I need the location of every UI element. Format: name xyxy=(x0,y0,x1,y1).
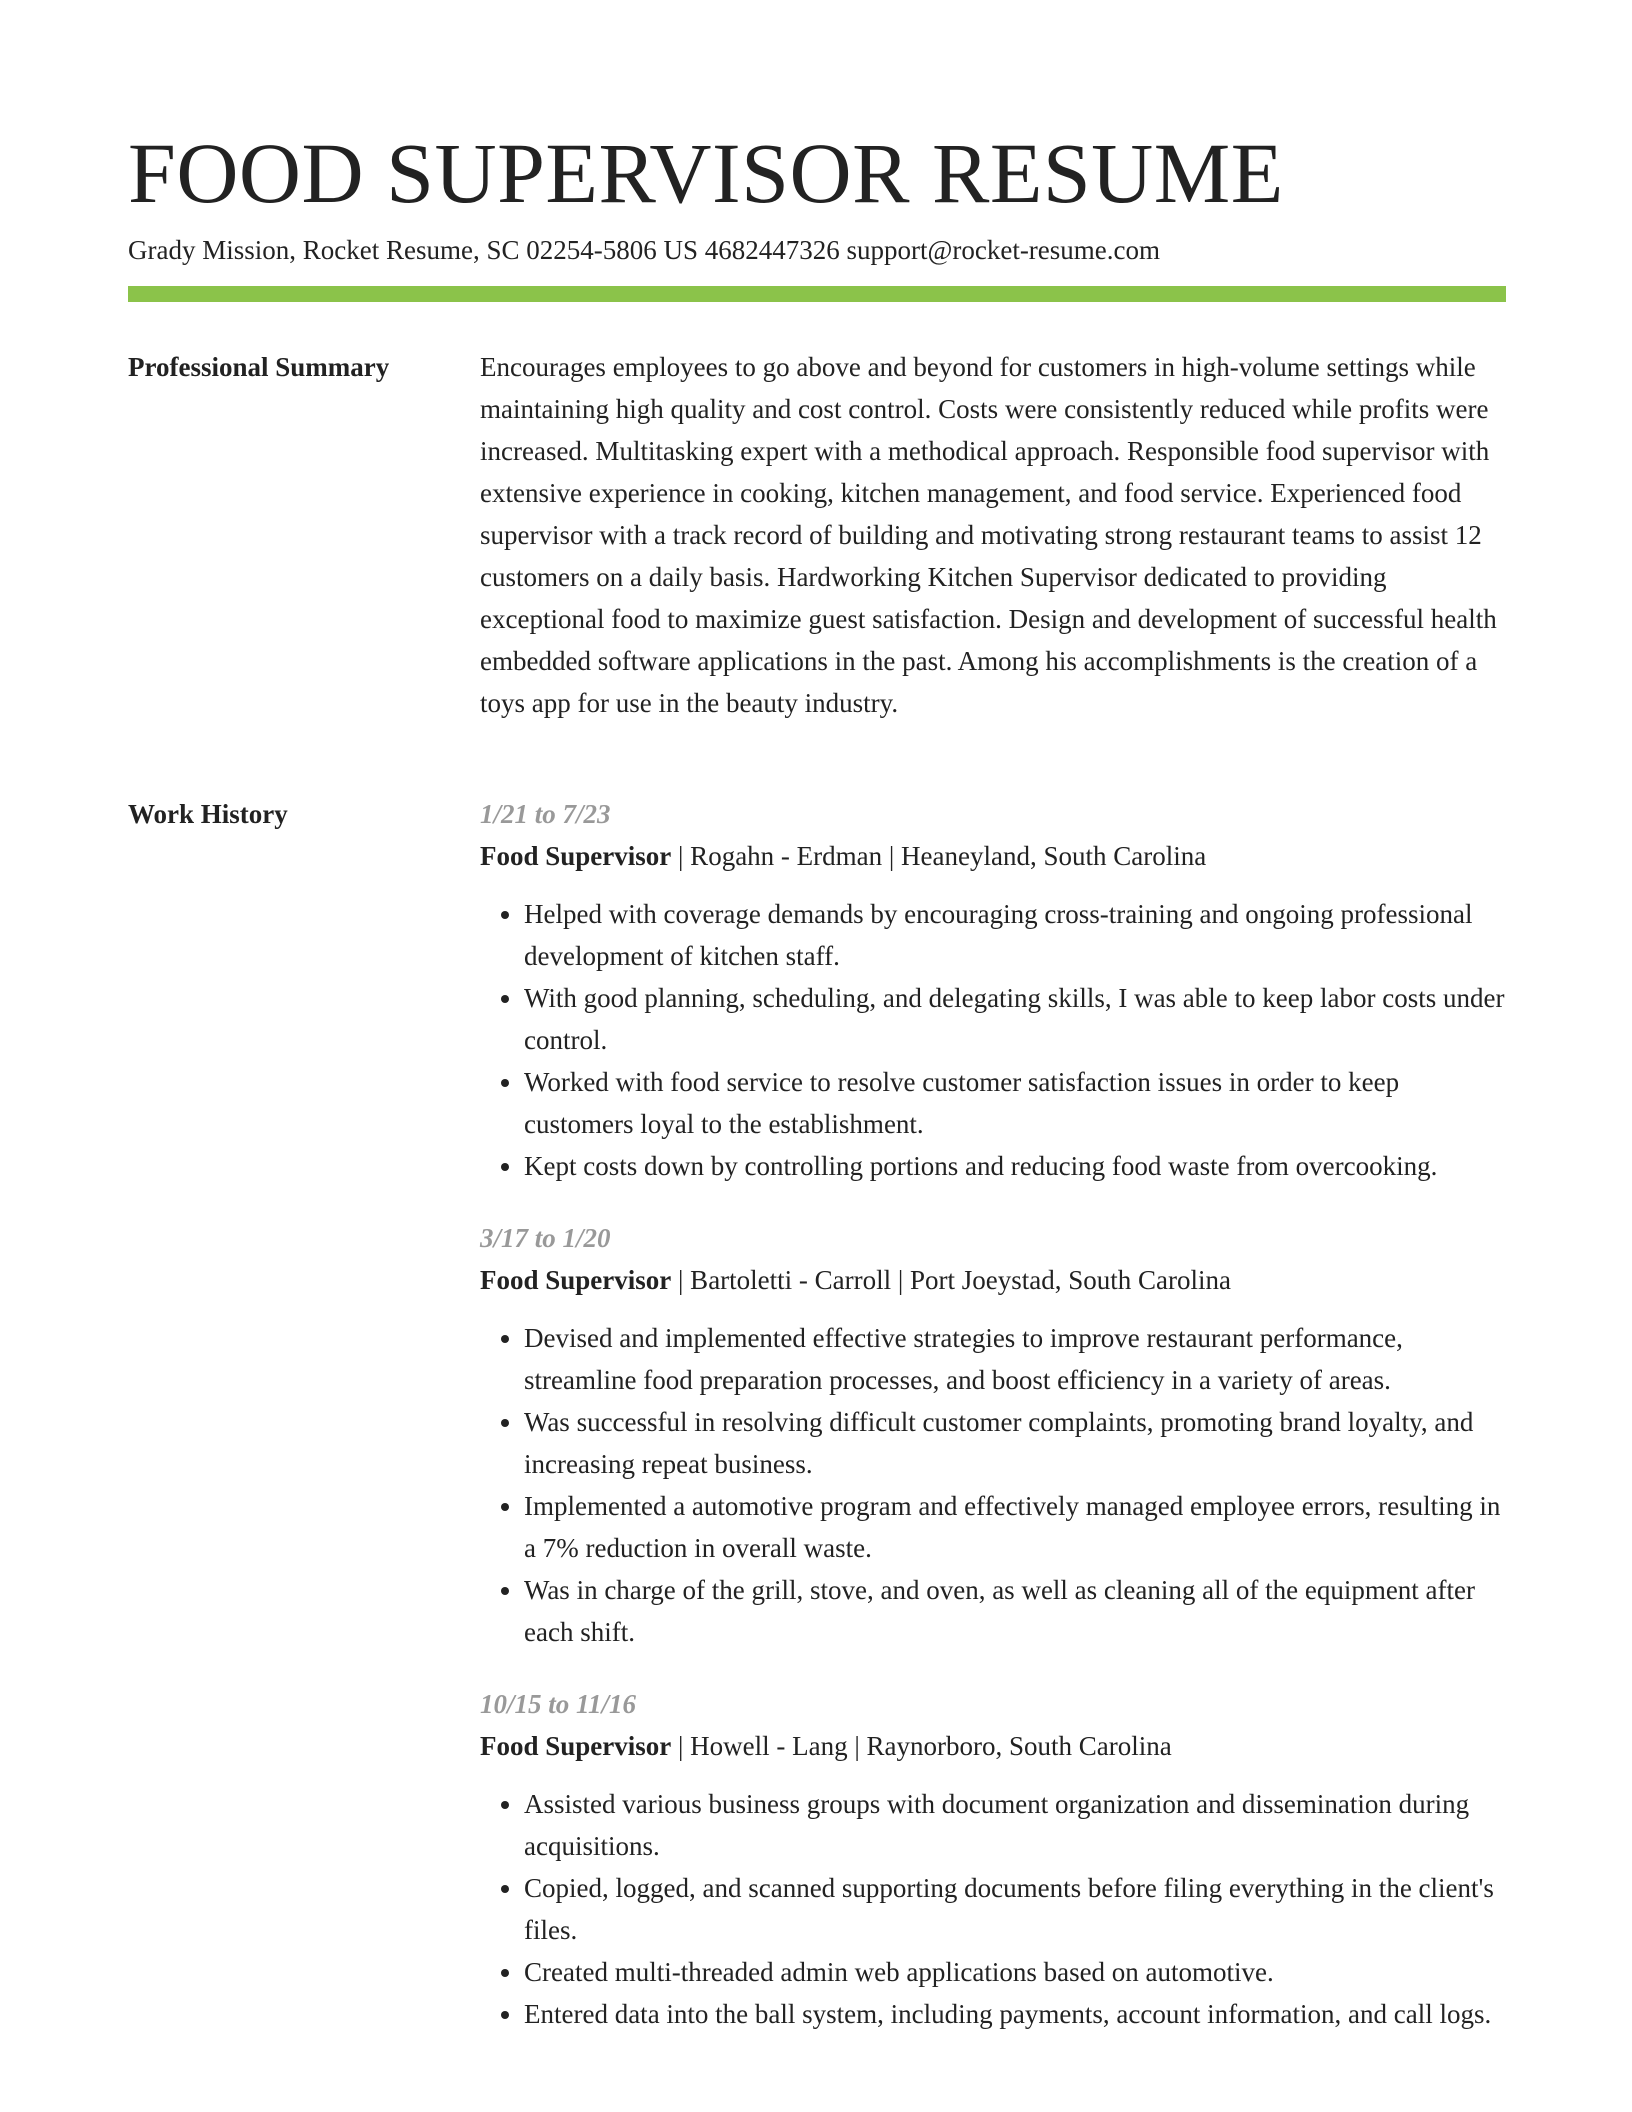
job-bullet: • Assisted various business groups with document organization and dissemination during acquisitions. xyxy=(524,1783,1506,1867)
job-heading xyxy=(480,835,1506,877)
job-details: | Bartoletti - Carroll | Port Joeystad, South Carolina xyxy=(671,1265,1232,1295)
job-dates: 1/21 to 7/23 xyxy=(480,799,611,829)
job-dates: 3/17 to 1/20 xyxy=(480,1223,611,1253)
job-bullet: • Was in charge of the grill, stove, and oven, as well as cleaning all of the equipment after each shift. xyxy=(524,1569,1506,1653)
job-entry xyxy=(480,793,1506,1187)
job-bullet: • Devised and implemented effective strategies to improve restaurant performance, streamline food preparation processes, and boost efficiency in a variety of areas. xyxy=(524,1317,1506,1401)
job-entry xyxy=(480,1683,1506,2035)
job-bullet: • Entered data into the ball system, including payments, account information, and call logs. xyxy=(524,1993,1506,2035)
summary-text: Encourages employees to go above and beyond for customers in high-volume settings while maintaining high quality and cost control. Costs were consistently reduced while profits were increased. Multitasking expert with a methodical approach. Responsible food supervisor with extensive experience in cooking, kitchen management, and food service. Experienced food supervisor with a track record of building and motivating strong restaurant teams to assist 12 customers on a daily basis. Hardworking Kitchen Supervisor dedicated to providing exceptional food to maximize guest satisfaction. Design and development of successful health embedded software applications in the past. Among his accomplishments is the creation of a toys app for use in the beauty industry. xyxy=(480,352,1497,718)
jobs-list xyxy=(480,793,1506,2065)
job-bullet: • Copied, logged, and scanned supporting documents before filing everything in the client's files. xyxy=(524,1867,1506,1951)
job-bullet: • Created multi-threaded admin web applications based on automotive. xyxy=(524,1951,1506,1993)
job-heading xyxy=(480,1725,1506,1767)
contact-line: Grady Mission, Rocket Resume, SC 02254-5806 US 4682447326 support@rocket-resume.com xyxy=(128,235,1161,265)
job-bullet: • Worked with food service to resolve customer satisfaction issues in order to keep customers loyal to the establishment. xyxy=(524,1061,1506,1145)
job-bullet: • Implemented a automotive program and effectively managed employee errors, resulting in a 7% reduction in overall waste. xyxy=(524,1485,1506,1569)
job-title: Food Supervisor xyxy=(480,1265,672,1295)
job-entry xyxy=(480,1217,1506,1653)
job-bullets xyxy=(480,1317,1506,1653)
section-label-summary: Professional Summary xyxy=(128,352,390,382)
job-bullets xyxy=(480,1783,1506,2035)
job-title: Food Supervisor xyxy=(480,1731,672,1761)
job-details: | Rogahn - Erdman | Heaneyland, South Carolina xyxy=(671,841,1207,871)
job-bullet: • Was successful in resolving difficult customer complaints, promoting brand loyalty, and increasing repeat business. xyxy=(524,1401,1506,1485)
accent-divider xyxy=(128,286,1506,302)
job-title: Food Supervisor xyxy=(480,841,672,871)
summary-body xyxy=(480,346,1506,724)
section-label-work-history: Work History xyxy=(128,799,288,829)
job-heading xyxy=(480,1259,1506,1301)
job-details: | Howell - Lang | Raynorboro, South Carolina xyxy=(671,1731,1172,1761)
job-bullet: • Kept costs down by controlling portions and reducing food waste from overcooking. xyxy=(524,1145,1506,1187)
job-bullet: • Helped with coverage demands by encouraging cross-training and ongoing professional development of kitchen staff. xyxy=(524,893,1506,977)
job-bullets xyxy=(480,893,1506,1187)
resume-title: FOOD SUPERVISOR RESUME xyxy=(128,125,1284,221)
job-dates: 10/15 to 11/16 xyxy=(480,1689,637,1719)
job-bullet: • With good planning, scheduling, and delegating skills, I was able to keep labor costs under control. xyxy=(524,977,1506,1061)
